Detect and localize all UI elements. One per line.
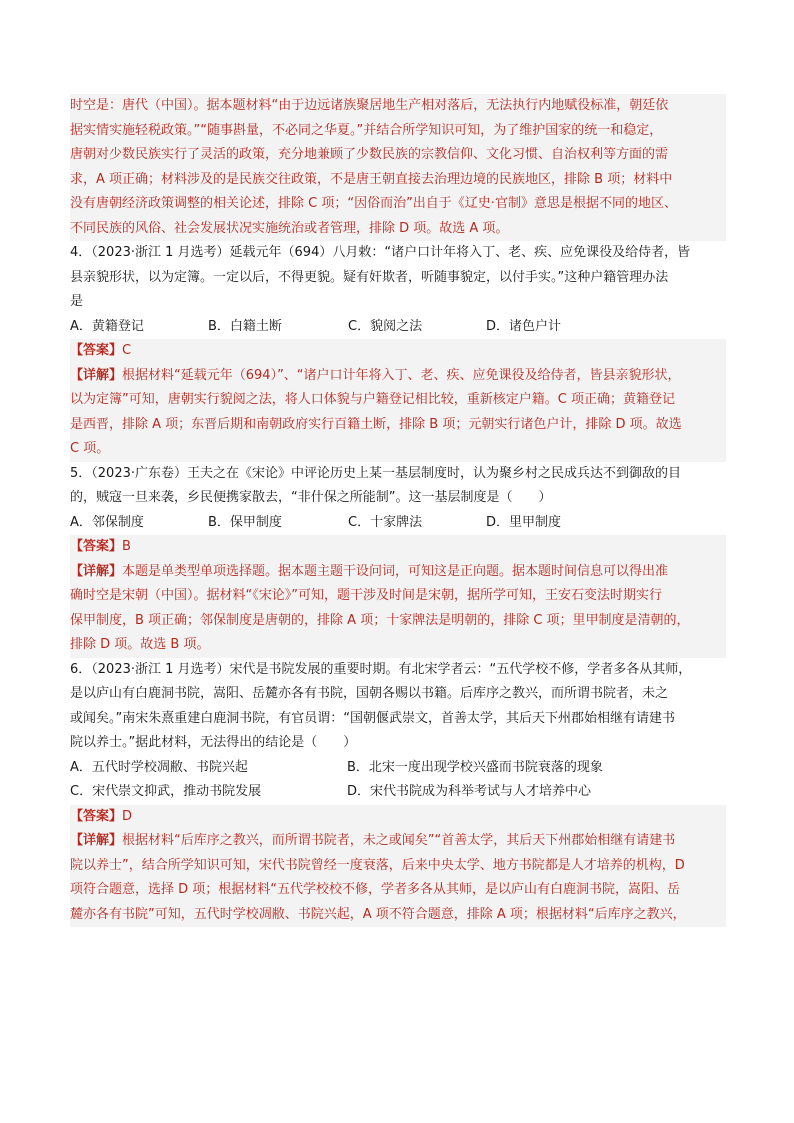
answer-block-q4 <box>70 339 726 462</box>
option-c: C．宋代崇文抑武，推动书院发展 <box>70 784 262 799</box>
question-text-line: 的，贼寇一旦来袭，乡民便携家散去，“非什保之所能制”。这一基层制度是（ ） <box>70 490 552 505</box>
option-a: A．邻保制度 <box>70 514 144 530</box>
detail-line <box>70 364 726 389</box>
question-text-line: 5．（2023·广东卷）王夫之在《宋论》中评论历史上某一基层制度时，认为聚乡村之民成兵达不到御敌的目 <box>70 465 681 481</box>
detail-line: 项符合题意，选择 D 项；根据材料“五代学校校不修，学者多各从其师，是以庐山有白鹿洞书院，嵩阳、岳 <box>70 882 681 897</box>
option-c: C．貌阅之法 <box>348 318 423 334</box>
answer-block-q5 <box>70 535 726 658</box>
option-c: C．十家牌法 <box>348 514 423 530</box>
question-5 <box>70 462 726 536</box>
text-line: 不同民族的风俗、社会发展状况实施统治或者管理，排除 D 项。故选 A 项。 <box>70 220 509 236</box>
detail-line: 院以养士”，结合所学知识可知，宋代书院曾经一度衰落，后来中央太学、地方书院都是人才培养的机构，D <box>70 857 685 873</box>
detail-text: 本题是单类型单项选择题。据本题主题干设问词，可知这是正向题。据本题时间信息可以得出准 <box>122 563 669 579</box>
detail-tag: 【详解】 <box>70 563 123 579</box>
question-text-line: 或闻矣。”南宋朱熹重建白鹿洞书院，有官员谓：“国朝偃武崇文，首善太学，其后天下州郡始相继有请建书 <box>70 710 675 726</box>
detail-tag: 【详解】 <box>70 833 123 848</box>
document-page <box>70 94 726 927</box>
answer-tag: 【答案】 <box>70 808 123 824</box>
detail-line: 以为定簿”可知，唐朝实行貌阅之法，将人口体貌与户籍登记相比较，重新核定户籍。C 项正确；黄籍登记 <box>70 392 675 407</box>
option-a: A．黄籍登记 <box>70 318 144 334</box>
detail-line: 麓亦各有书院”可知，五代时学校凋敝、书院兴起，A 项不符合题意，排除 A 项；根据材料“后库序之教兴， <box>70 906 686 922</box>
text-line: 没有唐朝经济政策调整的相关论述，排除 C 项；“因俗而治”出自于《辽史·官制》意思是根据不同的地区、 <box>70 196 677 211</box>
answer-tag: 【答案】 <box>70 343 123 358</box>
question-text-line: 是以庐山有白鹿洞书院，嵩阳、岳麓亦各有书院，国朝各赐以书籍。后库序之教兴，而所谓书院者，未之 <box>70 686 669 701</box>
answer-value: D <box>122 808 133 824</box>
option-d: D．里甲制度 <box>486 514 562 530</box>
options-row <box>70 511 726 536</box>
option-d: D．宋代书院成为科举考试与人才培养中心 <box>347 784 592 799</box>
answer-line <box>70 805 726 830</box>
question-6 <box>70 658 726 805</box>
detail-tag: 【详解】 <box>70 367 123 383</box>
options-row <box>70 780 726 805</box>
answer-line <box>70 535 726 560</box>
answer-line <box>70 339 726 364</box>
detail-line: C 项。 <box>70 441 110 456</box>
question-4 <box>70 241 726 339</box>
question-text-line: 院以养士。”据此材料，无法得出的结论是（ ） <box>70 735 357 750</box>
answer-tag: 【答案】 <box>70 539 123 554</box>
option-b: B．保甲制度 <box>208 514 282 530</box>
option-b: B．白籍土断 <box>208 318 282 334</box>
detail-text: 根据材料“延载元年（694）”、“诸户口计年将入丁、老、疾、应免课役及给侍者，皆县亲貌形状， <box>122 367 681 383</box>
question-text-line: 6．（2023·浙江 1 月选考）宋代是书院发展的重要时期。有北宋学者云：“五代学校不修，学者多各从其师， <box>70 661 692 677</box>
detail-line <box>70 560 726 585</box>
explanation-block-q3 <box>70 94 726 241</box>
question-text-line: 县亲貌形状，以为定簿。一定以后，不得更貌。疑有奸欺者，听随事貌定，以付手实。”这种户籍管理办法 <box>70 269 669 285</box>
option-a: A．五代时学校凋敝、书院兴起 <box>70 759 248 775</box>
text-line: 求，A 项正确；材料涉及的是民族交往政策，不是唐王朝直接去治理边境的民族地区，排除 B 项；材料中 <box>70 171 673 187</box>
detail-line: 是西晋，排除 A 项；东晋后期和南朝政府实行百籍土断，排除 B 项；元朝实行诸色户计，排除 D 项。故选 <box>70 416 682 432</box>
detail-line <box>70 829 726 854</box>
options-row <box>70 756 726 781</box>
text-line: 据实情实施轻税政策。”“随事斟量，不必同之华夏。”并结合所学知识可知，为了维护国家的统一和稳定， <box>70 122 663 138</box>
detail-line: 确时空是宋朝（中国）。据材料“《宋论》”可知，题干涉及时间是宋朝，据所学可知，王安石变法时期实行 <box>70 588 662 603</box>
question-text-line: 是 <box>70 294 84 309</box>
text-line: 时空是：唐代（中国）。据本题材料“由于边远诸族聚居地生产相对落后，无法执行内地赋役标准，朝廷依 <box>70 98 669 113</box>
option-d: D．诸色户计 <box>486 318 562 334</box>
answer-block-q6 <box>70 805 726 928</box>
answer-value: C <box>122 343 132 358</box>
options-row <box>70 315 726 340</box>
question-text-line: 4．（2023·浙江 1 月选考）延载元年（694）八月敕：“诸户口计年将入丁、老、疾、应免课役及给侍者，皆 <box>70 245 691 260</box>
option-b: B．北宋一度出现学校兴盛而书院衰落的现象 <box>347 759 603 775</box>
detail-line: 排除 D 项。故选 B 项。 <box>70 637 210 652</box>
text-line: 唐朝对少数民族实行了灵活的政策，充分地兼顾了少数民族的宗教信仰、文化习惯、自治权利等方面的需 <box>70 147 669 162</box>
detail-line: 保甲制度，B 项正确；邻保制度是唐朝的，排除 A 项；十家牌法是明朝的，排除 C 项；里甲制度是清朝的， <box>70 612 690 628</box>
detail-text: 根据材料“后库序之教兴，而所谓书院者，未之或闻矣”“首善太学，其后天下州郡始相继有请建书 <box>122 833 676 848</box>
answer-value: B <box>122 539 131 554</box>
